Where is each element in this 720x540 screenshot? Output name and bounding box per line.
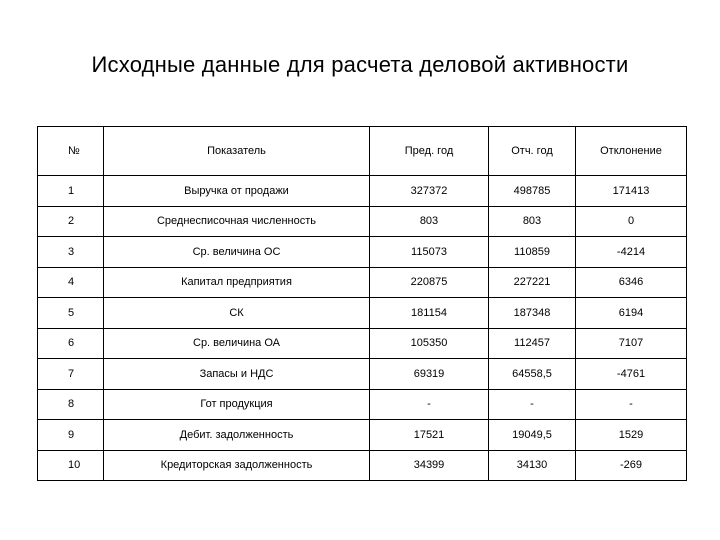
cell-prev-year: 69319 [370, 359, 489, 390]
cell-report-year: - [489, 389, 576, 420]
table-body [38, 176, 687, 481]
cell-deviation: - [576, 389, 687, 420]
table-row [38, 359, 687, 390]
table-header-row [38, 127, 687, 176]
page-title: Исходные данные для расчета деловой активности [91, 52, 629, 77]
cell-report-year: 64558,5 [489, 359, 576, 390]
cell-number: 2 [38, 206, 104, 237]
cell-indicator: Выручка от продажи [104, 176, 370, 207]
data-table [37, 126, 687, 481]
cell-number: 4 [38, 267, 104, 298]
cell-indicator: Капитал предприятия [104, 267, 370, 298]
table-row [38, 389, 687, 420]
cell-number: 9 [38, 420, 104, 451]
cell-prev-year: 17521 [370, 420, 489, 451]
cell-indicator: СК [104, 298, 370, 329]
cell-indicator: Запасы и НДС [104, 359, 370, 390]
cell-indicator: Гот продукция [104, 389, 370, 420]
cell-report-year: 803 [489, 206, 576, 237]
table-row [38, 450, 687, 481]
cell-number: 8 [38, 389, 104, 420]
cell-number: 1 [38, 176, 104, 207]
cell-prev-year: 34399 [370, 450, 489, 481]
cell-number: 6 [38, 328, 104, 359]
cell-number: 5 [38, 298, 104, 329]
cell-prev-year: 181154 [370, 298, 489, 329]
cell-deviation: 0 [576, 206, 687, 237]
cell-deviation: 6194 [576, 298, 687, 329]
header-number: № [38, 127, 104, 176]
cell-indicator: Среднесписочная численность [104, 206, 370, 237]
cell-report-year: 227221 [489, 267, 576, 298]
header-deviation: Отклонение [576, 127, 687, 176]
table-row [38, 420, 687, 451]
table-row [38, 176, 687, 207]
cell-prev-year: - [370, 389, 489, 420]
cell-deviation: -4214 [576, 237, 687, 268]
cell-report-year: 112457 [489, 328, 576, 359]
cell-deviation: -269 [576, 450, 687, 481]
cell-report-year: 34130 [489, 450, 576, 481]
cell-prev-year: 803 [370, 206, 489, 237]
table-row [38, 267, 687, 298]
cell-deviation: 1529 [576, 420, 687, 451]
cell-prev-year: 220875 [370, 267, 489, 298]
table-row [38, 206, 687, 237]
cell-number: 10 [38, 450, 104, 481]
table-row [38, 328, 687, 359]
cell-report-year: 498785 [489, 176, 576, 207]
cell-prev-year: 115073 [370, 237, 489, 268]
cell-deviation: -4761 [576, 359, 687, 390]
table-row [38, 237, 687, 268]
cell-indicator: Кредиторская задолженность [104, 450, 370, 481]
header-report-year: Отч. год [489, 127, 576, 176]
cell-report-year: 110859 [489, 237, 576, 268]
cell-report-year: 19049,5 [489, 420, 576, 451]
cell-prev-year: 327372 [370, 176, 489, 207]
cell-number: 7 [38, 359, 104, 390]
cell-deviation: 6346 [576, 267, 687, 298]
cell-report-year: 187348 [489, 298, 576, 329]
table-row [38, 298, 687, 329]
cell-indicator: Дебит. задолженность [104, 420, 370, 451]
cell-prev-year: 105350 [370, 328, 489, 359]
header-prev-year: Пред. год [370, 127, 489, 176]
header-indicator: Показатель [104, 127, 370, 176]
cell-deviation: 171413 [576, 176, 687, 207]
cell-indicator: Ср. величина ОА [104, 328, 370, 359]
cell-deviation: 7107 [576, 328, 687, 359]
cell-indicator: Ср. величина ОС [104, 237, 370, 268]
cell-number: 3 [38, 237, 104, 268]
